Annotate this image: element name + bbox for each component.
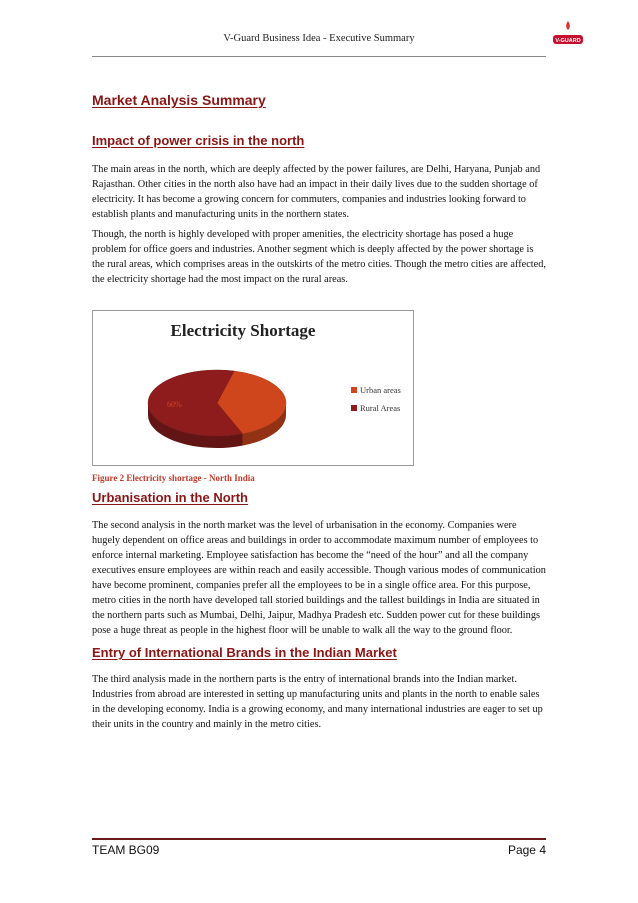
legend-label: Urban areas bbox=[360, 385, 401, 395]
section-title: Market Analysis Summary bbox=[92, 92, 266, 108]
content-top bbox=[92, 92, 547, 287]
international-paragraph: The third analysis made in the northern parts is the entry of international brands into the Indian market. Industries from abroad are interested in setting up manufacturing units and plants in the north to enable sales in the developing economy. India is a growing economy, and many international industries are eager to set up their units in the country and mainly in the metro cities. bbox=[92, 674, 543, 730]
header-divider bbox=[92, 56, 546, 57]
legend-swatch bbox=[351, 387, 357, 393]
footer-page-number: Page 4 bbox=[507, 843, 546, 857]
impact-paragraph-1: The main areas in the north, which are deeply affected by the power failures, are Delhi, Haryana, Punjab and Rajasthan. Other cities in the north also have had an impact in their daily lives due to the sudden shortage of electricity. It has become a growing concern for commuters, companies and industries looking forward to establish plants and manufacturing units in the northern states. bbox=[92, 164, 541, 220]
urbanisation-heading: Urbanisation in the North bbox=[92, 490, 248, 505]
content-bottom bbox=[92, 490, 547, 732]
vguard-logo-icon bbox=[551, 18, 585, 52]
pie-chart-svg bbox=[93, 311, 413, 465]
legend-label: Rural Areas bbox=[360, 403, 401, 413]
urbanisation-paragraph: The second analysis in the north market was the level of urbanisation in the economy. Companies were hugely dependent on office areas and buildings in order to accommodate maximum number of employees to enforce internal marketing. Employee satisfaction has become the “need of the hour” and all the company executives ensure employees are within reach and easily accessible. Though various modes of communication have become prominent, companies prefer all the employees to be in a single office area. For this purpose, metro cities in the north have developed tall storied buildings and the tallest buildings in India are situated in the northern parts such as Mumbai, Delhi, Jaipur, Madhya Pradesh etc. Sudden power cut for these buildings pose a huge threat as people in the highest floor will be unable to walk all the way to the ground floor. bbox=[92, 520, 546, 636]
page-header: V-Guard Business Idea - Executive Summary bbox=[223, 33, 415, 44]
pie-data-label: 60% bbox=[167, 400, 182, 409]
impact-heading: Impact of power crisis in the north bbox=[92, 133, 305, 148]
legend-swatch bbox=[351, 405, 357, 411]
international-heading: Entry of International Brands in the Indian Market bbox=[92, 645, 397, 660]
impact-paragraph-2: Though, the north is highly developed with proper amenities, the electricity shortage has posed a huge problem for office goers and industries. Another segment which is deeply affected by the power shortage is the rural areas, which comprises areas in the outskirts of the metro cities. Though the metro cities are affected, the electricity shortage had the most impact on the rural areas. bbox=[92, 229, 546, 285]
logo-text: V-GUARD bbox=[555, 38, 581, 44]
footer-team: TEAM BG09 bbox=[92, 843, 160, 857]
figure-caption: Figure 2 Electricity shortage - North India bbox=[92, 473, 255, 483]
footer-divider bbox=[92, 838, 546, 840]
chart-title: Electricity Shortage bbox=[170, 321, 316, 340]
pie-chart bbox=[92, 310, 414, 466]
